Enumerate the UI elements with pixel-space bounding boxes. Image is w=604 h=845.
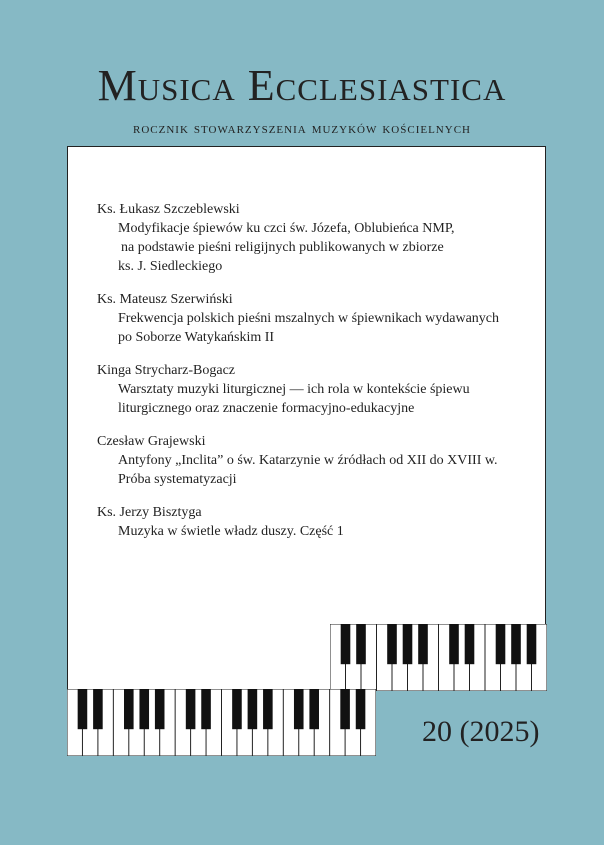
black-key — [124, 689, 134, 729]
black-key — [294, 689, 304, 729]
article-title-line: Antyfony „Inclita” o św. Katarzynie w źródłach od XII do XVIII w. — [118, 453, 498, 468]
piano-keyboard-right-icon — [330, 624, 547, 691]
black-key — [465, 624, 475, 664]
article-author: Ks. Łukasz Szczeblewski — [97, 202, 240, 217]
black-key — [527, 624, 537, 664]
black-key — [78, 689, 88, 729]
black-key — [232, 689, 242, 729]
article-title-line: po Soborze Watykańskim II — [118, 330, 275, 345]
article-title-line: ks. J. Siedleckiego — [118, 259, 223, 274]
piano-keyboard-left-icon — [67, 689, 376, 756]
article-title-line: Warsztaty muzyki liturgicznej — ich rola w kontekście śpiewu — [118, 382, 470, 397]
article-item[interactable] — [97, 432, 567, 489]
issue-number: 20 (2025) — [422, 715, 540, 748]
article-title-line: Próba systematyzacji — [118, 472, 237, 487]
article-item[interactable] — [97, 503, 567, 541]
black-key — [201, 689, 211, 729]
black-key — [449, 624, 459, 664]
article-title-line: Modyfikacje śpiewów ku czci św. Józefa, Oblubieńca NMP, — [118, 221, 455, 236]
black-key — [511, 624, 521, 664]
black-key — [309, 689, 319, 729]
black-key — [263, 689, 273, 729]
black-key — [248, 689, 258, 729]
article-title-line: na podstawie pieśni religijnych publikowanych w zbiorze — [121, 240, 444, 255]
black-key — [403, 624, 413, 664]
black-key — [387, 624, 397, 664]
black-key — [356, 689, 366, 729]
black-key — [155, 689, 165, 729]
article-title-line: Muzyka w świetle władz duszy. Część 1 — [118, 524, 344, 539]
black-key — [418, 624, 428, 664]
article-list — [97, 200, 567, 555]
black-key — [139, 689, 149, 729]
article-item[interactable] — [97, 200, 567, 276]
black-key — [496, 624, 506, 664]
article-title-line: Frekwencja polskich pieśni mszalnych w śpiewnikach wydawanych — [118, 311, 500, 326]
black-key — [341, 624, 351, 664]
article-title-line: liturgicznego oraz znaczenie formacyjno-edukacyjne — [118, 401, 415, 416]
article-item[interactable] — [97, 361, 567, 418]
journal-subtitle: rocznik stowarzyszenia muzyków kościelnych — [133, 120, 471, 137]
article-author: Ks. Jerzy Bisztyga — [97, 505, 202, 520]
black-key — [93, 689, 103, 729]
article-author: Czesław Grajewski — [97, 434, 206, 449]
article-author: Kinga Strycharz-Bogacz — [97, 363, 235, 378]
black-key — [340, 689, 350, 729]
black-key — [186, 689, 196, 729]
journal-title: Musica Ecclesiastica — [97, 61, 507, 110]
black-key — [356, 624, 366, 664]
article-item[interactable] — [97, 290, 567, 347]
article-author: Ks. Mateusz Szerwiński — [97, 292, 233, 307]
